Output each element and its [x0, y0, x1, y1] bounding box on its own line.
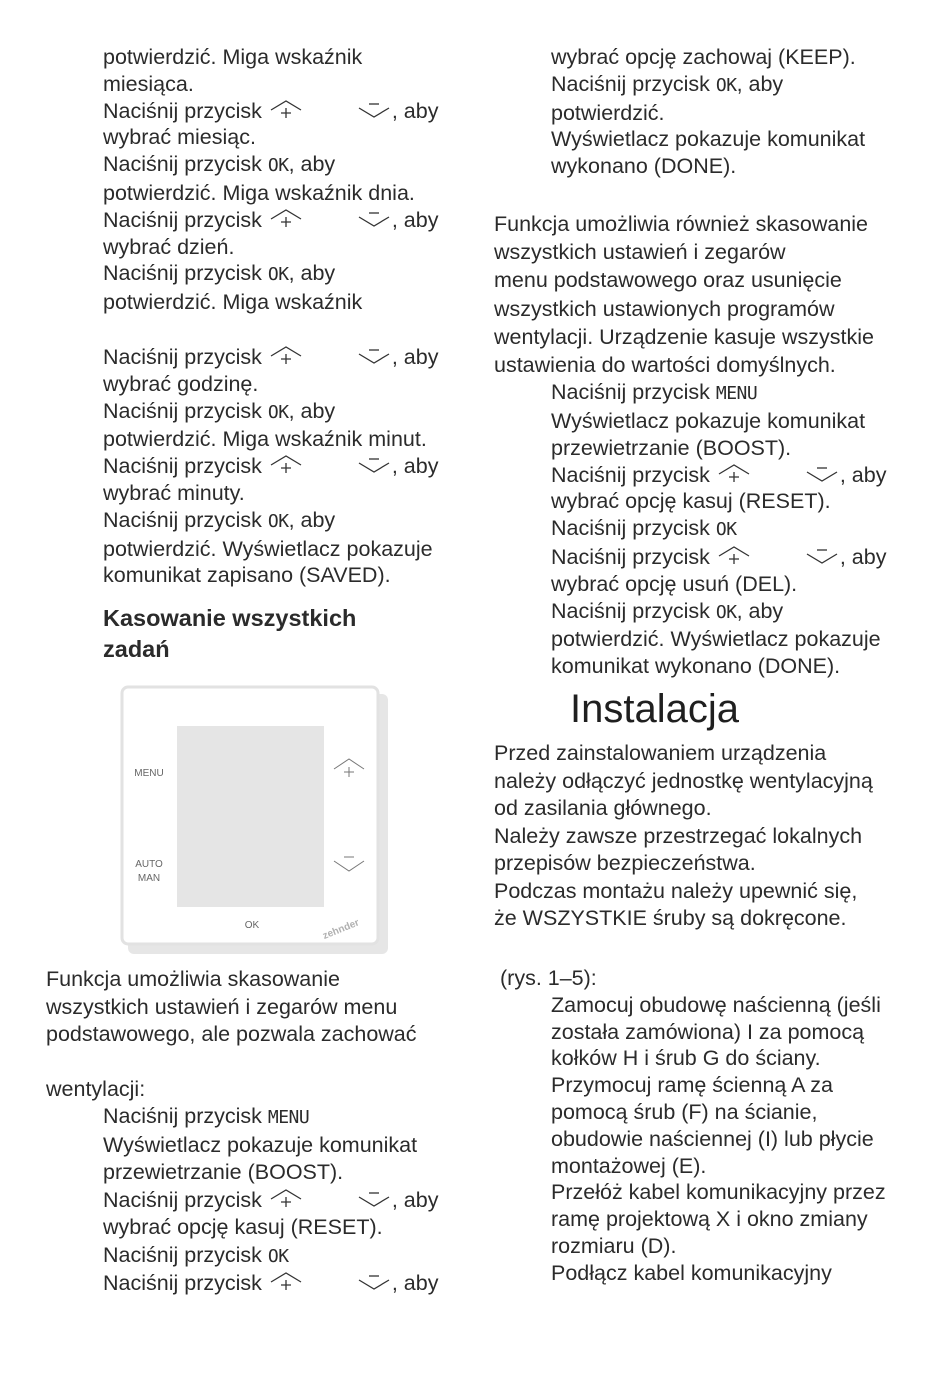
minus-arrow-icon — [356, 98, 392, 120]
menu-label: MENU — [134, 768, 164, 779]
text-line: wybrać minuty. — [103, 480, 245, 505]
ok-label: OK — [244, 920, 260, 931]
text-line: kołków H i śrub G do ściany. — [551, 1046, 821, 1071]
reset-keep-paragraph — [46, 966, 466, 1298]
ok-key-label: OK — [715, 519, 737, 541]
minus-arrow-icon — [356, 207, 392, 229]
text-line: przewietrzanie (BOOST). — [103, 1160, 344, 1184]
text-line: Przymocuj ramę ścienną A za — [551, 1073, 834, 1098]
minus-arrow-icon — [356, 453, 392, 475]
minus-arrow-icon — [356, 1270, 392, 1292]
text-line: Przełóż kabel komunikacyjny przez — [551, 1180, 886, 1205]
figure-reference: (rys. 1–5): — [500, 966, 597, 990]
instruction-line: Naciśnij przycisk OK, aby — [103, 398, 336, 423]
instruction-line: Naciśnij przycisk OK, aby — [103, 261, 336, 286]
instruction-line: Naciśnij przycisk , aby — [103, 207, 439, 232]
text-line: wentylacji. Urządzenie kasuje wszystkie — [494, 324, 874, 349]
right-column — [494, 44, 914, 680]
text-line: pomocą śrub (F) na ścianie, — [551, 1099, 818, 1124]
text-line: Podłącz kabel komunikacyjny — [551, 1260, 832, 1285]
text-line: montażowej (E). — [551, 1153, 707, 1178]
text-line: potwierdzić. Miga wskaźnik — [103, 45, 363, 69]
blank-line — [494, 180, 914, 210]
text-line: należy odłączyć jednostkę wentylacyjną — [494, 768, 873, 793]
minus-arrow-icon — [356, 344, 392, 366]
plus-arrow-icon — [716, 462, 752, 484]
blank-line — [46, 1049, 466, 1076]
text-line: przepisów bezpieczeństwa. — [494, 851, 756, 875]
plus-arrow-icon — [716, 544, 752, 566]
text-line: potwierdzić. Wyświetlacz pokazuje — [103, 536, 433, 561]
text-line: Należy zawsze przestrzegać lokalnych — [494, 823, 863, 848]
ok-key-label: OK — [267, 264, 289, 286]
blank-line — [103, 316, 473, 344]
installation-title: Instalacja — [570, 687, 739, 731]
text-line: menu podstawowego oraz usunięcie — [494, 268, 842, 293]
text-line: Przed zainstalowaniem urządzenia — [494, 741, 827, 765]
instruction-line: Naciśnij przycisk OK — [551, 516, 737, 541]
instruction-line: Naciśnij przycisk MENU — [551, 380, 758, 405]
text-line: wszystkich ustawionych programów — [494, 296, 835, 321]
instruction-line: Naciśnij przycisk , aby — [103, 454, 439, 479]
text-line: przewietrzanie (BOOST). — [551, 435, 792, 460]
text-line: Wyświetlacz pokazuje komunikat — [103, 1132, 418, 1157]
instruction-line: Naciśnij przycisk , aby — [103, 98, 439, 123]
text-line: wentylacji: — [46, 1076, 146, 1101]
ok-key-label: OK — [267, 155, 289, 177]
minus-arrow-icon — [356, 1187, 392, 1209]
instruction-line: Naciśnij przycisk , aby — [103, 1271, 439, 1295]
ok-key-label: OK — [715, 601, 737, 623]
text-line: ramę projektową X i okno zmiany — [551, 1207, 868, 1232]
ok-key-label: OK — [715, 74, 737, 96]
text-line: potwierdzić. — [551, 100, 665, 125]
text-line: komunikat zapisano (SAVED). — [103, 563, 391, 588]
instruction-line: Naciśnij przycisk OK — [103, 1242, 289, 1267]
text-line: ustawienia do wartości domyślnych. — [494, 353, 836, 377]
ok-key-label: OK — [267, 401, 289, 423]
auto-label: AUTO — [135, 859, 163, 870]
instruction-line: Naciśnij przycisk OK, aby — [103, 507, 336, 532]
ok-key-label: OK — [267, 1245, 289, 1267]
device-display — [177, 726, 324, 907]
plus-arrow-icon — [268, 1187, 304, 1209]
minus-arrow-icon — [804, 544, 840, 566]
man-label: MAN — [137, 873, 161, 884]
instruction-line: Naciśnij przycisk , aby — [551, 544, 887, 569]
instruction-line: Naciśnij przycisk , aby — [103, 344, 439, 369]
reset-all-paragraph — [494, 210, 914, 379]
text-line: wybrać dzień. — [103, 234, 235, 259]
menu-key-label: MENU — [267, 1107, 310, 1128]
instruction-line: Naciśnij przycisk OK, aby — [551, 71, 784, 96]
text-line: podstawowego, ale pozwala zachować — [46, 1022, 417, 1046]
left-column — [103, 44, 473, 589]
text-line: wybrać godzinę. — [103, 371, 259, 396]
text-line: potwierdzić. Wyświetlacz pokazuje — [551, 627, 881, 652]
instruction-line: Naciśnij przycisk , aby — [551, 462, 887, 487]
controller-device-illustration — [118, 684, 390, 956]
text-line: wybrać miesiąc. — [103, 125, 256, 150]
instruction-line: Naciśnij przycisk OK, aby — [551, 598, 784, 623]
text-line: że WSZYSTKIE śruby są dokręcone. — [494, 906, 847, 930]
text-line: została zamówiona) I za pomocą — [551, 1019, 865, 1044]
instruction-line: Naciśnij przycisk , aby — [103, 1187, 439, 1212]
plus-arrow-icon — [268, 207, 304, 229]
text-line: Wyświetlacz pokazuje komunikat — [551, 127, 866, 152]
text-line: wybrać opcję kasuj (RESET). — [551, 489, 831, 514]
ok-key-label: OK — [267, 510, 289, 532]
text-line: wybrać opcję kasuj (RESET). — [103, 1215, 383, 1239]
text-line: obudowie naściennej (I) lub płycie — [551, 1126, 874, 1151]
text-line: rozmiaru (D). — [551, 1233, 677, 1258]
text-line: wszystkich ustawień i zegarów — [494, 240, 786, 265]
text-line: Funkcja umożliwia skasowanie — [46, 967, 340, 991]
plus-arrow-icon — [268, 453, 304, 475]
instruction-line: Naciśnij przycisk OK, aby — [103, 152, 336, 177]
plus-arrow-icon — [268, 344, 304, 366]
text-line: wybrać opcję usuń (DEL). — [551, 571, 798, 596]
section-heading: Kasowanie wszystkich zadań — [103, 605, 357, 662]
text-line: potwierdzić. Miga wskaźnik minut. — [103, 427, 427, 452]
text-line: wszystkich ustawień i zegarów menu — [46, 994, 398, 1019]
text-line: Podczas montażu należy upewnić się, — [494, 878, 858, 903]
minus-arrow-icon — [804, 462, 840, 484]
text-line: komunikat wykonano (DONE). — [551, 654, 841, 679]
installation-intro — [494, 740, 873, 933]
installation-steps — [500, 965, 886, 1287]
text-line: Funkcja umożliwia również skasowanie — [494, 211, 869, 236]
text-line: od zasilania głównego. — [494, 796, 712, 820]
text-line: miesiąca. — [103, 71, 194, 96]
menu-key-label: MENU — [715, 383, 758, 405]
instruction-line: Naciśnij przycisk MENU — [103, 1104, 310, 1128]
plus-arrow-icon — [268, 1270, 304, 1292]
text-line: Wyświetlacz pokazuje komunikat — [551, 409, 866, 433]
text-line: potwierdzić. Miga wskaźnik — [103, 290, 363, 315]
text-line: potwierdzić. Miga wskaźnik dnia. — [103, 180, 415, 205]
text-line: Zamocuj obudowę naścienną (jeśli — [551, 992, 881, 1017]
text-line: wybrać opcję zachowaj (KEEP). — [551, 45, 856, 69]
plus-arrow-icon — [268, 98, 304, 120]
text-line: wykonano (DONE). — [551, 154, 737, 179]
brand-logo: zehnder — [321, 917, 361, 942]
